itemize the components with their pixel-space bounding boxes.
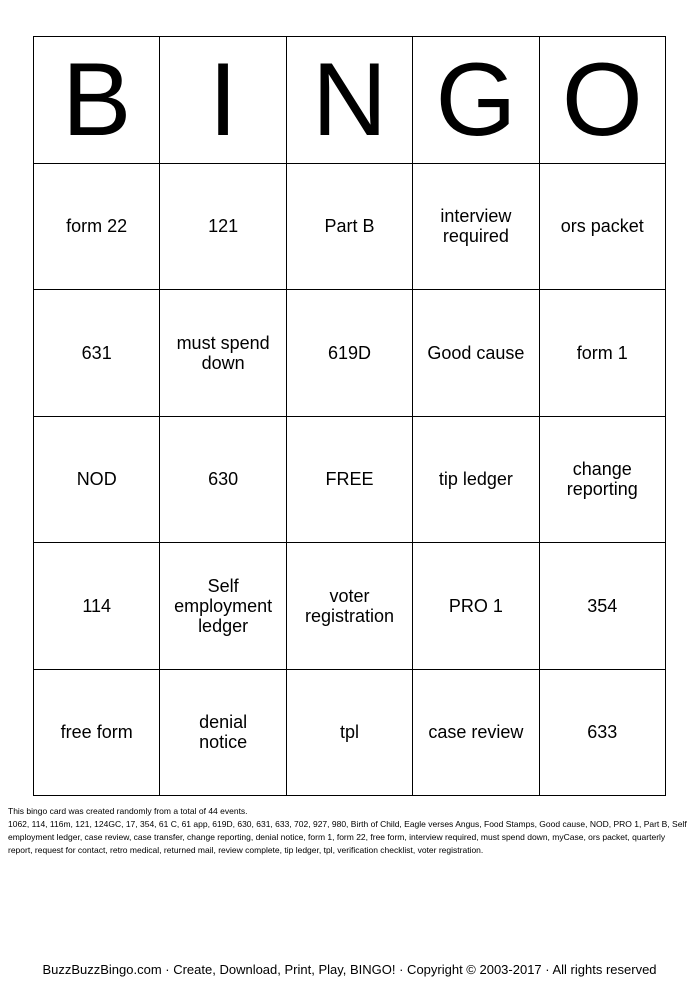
cell-text: 630: [208, 469, 239, 490]
header-letter-o: O: [540, 37, 666, 164]
bingo-cell-r5-c5: [540, 670, 666, 797]
bingo-cell-r1-c2: [160, 164, 286, 291]
cell-text: FREE: [325, 469, 374, 490]
site-footer: BuzzBuzzBingo.com · Create, Download, Print, Play, BINGO! · Copyright © 2003-2017 · All rights reserved: [42, 962, 657, 977]
bingo-cell-r2-c3: [287, 290, 413, 417]
header-letter-g: G: [413, 37, 539, 164]
bingo-cell-r4-c3: [287, 543, 413, 670]
cell-text: 114: [82, 595, 112, 616]
cell-text: ors packet: [560, 216, 644, 237]
cell-text: tip ledger: [438, 469, 513, 490]
cell-text: interview required: [440, 206, 512, 247]
header-letter-n: N: [287, 37, 413, 164]
cell-text: tpl: [339, 722, 359, 743]
bingo-cell-r4-c2: [160, 543, 286, 670]
bingo-cell-r1-c3: [287, 164, 413, 291]
bingo-cell-r5-c3: [287, 670, 413, 797]
bingo-cell-r3-c1: [34, 417, 160, 544]
bingo-cell-r3-c2: [160, 417, 286, 544]
header-letter-i: I: [160, 37, 286, 164]
cell-text: case review: [428, 722, 524, 743]
bingo-cell-r2-c4: [413, 290, 539, 417]
cell-text: NOD: [76, 469, 117, 490]
bingo-card: [33, 36, 666, 796]
cell-text: form 1: [576, 342, 628, 363]
bingo-cell-r4-c5: [540, 543, 666, 670]
bingo-cell-r3-c5: [540, 417, 666, 544]
card-info: [8, 805, 688, 857]
bingo-cell-r1-c5: [540, 164, 666, 291]
bingo-cell-r5-c2: [160, 670, 286, 797]
bingo-cell-r4-c1: [34, 543, 160, 670]
bingo-cell-r3-c4: [413, 417, 539, 544]
header-letter-b: B: [34, 37, 160, 164]
cell-text: Good cause: [427, 342, 525, 363]
bingo-cell-r2-c1: [34, 290, 160, 417]
bingo-cell-r2-c5: [540, 290, 666, 417]
cell-text: 121: [208, 216, 239, 237]
bingo-cell-r4-c4: [413, 543, 539, 670]
cell-text: Self employment ledger: [174, 575, 273, 636]
cell-text: 354: [587, 595, 618, 616]
cell-text: 631: [81, 342, 112, 363]
cell-text: 633: [587, 722, 618, 743]
cell-text: must spend down: [176, 332, 270, 373]
cell-text: voter registration: [304, 585, 394, 626]
bingo-cell-r1-c1: [34, 164, 160, 291]
cell-text: denial notice: [199, 712, 248, 753]
bingo-cell-r5-c1: [34, 670, 160, 797]
cell-text: Part B: [324, 216, 375, 237]
bingo-cell-r5-c4: [413, 670, 539, 797]
created-note: This bingo card was created randomly from a total of 44 events.: [8, 806, 248, 816]
cell-text: change reporting: [566, 459, 638, 500]
cell-text: free form: [60, 722, 133, 743]
cell-text: 619D: [327, 342, 371, 363]
bingo-cell-r1-c4: [413, 164, 539, 291]
events-list: 1062, 114, 116m, 121, 124GC, 17, 354, 61 C, 61 app, 619D, 630, 631, 633, 702, 927, 980, Birth of Child, Eagle verses Angus, Food Stamps, Good cause, NOD, PRO 1, Part B, Self employment ledger, case review, case transfer, change reporting, denial notice, form 1, form 22, free form, interview required, must spend down, myCase, ors packet, quarterly report, request for contact, retro medical, returned mail, review complete, tip ledger, tpl, verification checklist, voter registration.: [8, 819, 687, 855]
cell-text: form 22: [66, 216, 128, 237]
bingo-cell-r2-c2: [160, 290, 286, 417]
cell-text: PRO 1: [448, 595, 503, 616]
bingo-cell-free-space: [287, 417, 413, 544]
